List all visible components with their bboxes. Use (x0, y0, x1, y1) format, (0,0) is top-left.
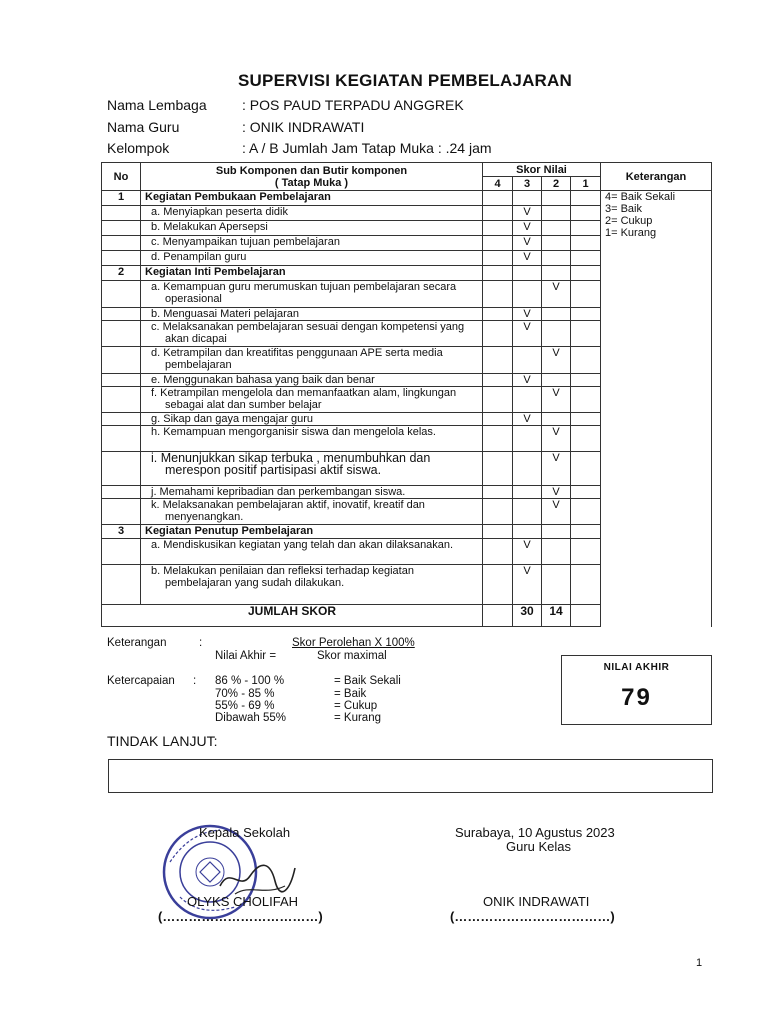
formula-colon: : (199, 637, 203, 649)
nilai-akhir-label: Nilai Akhir = (215, 650, 277, 662)
mark: V (513, 374, 542, 387)
mark: V (542, 486, 571, 499)
item-text: h. Kemampuan mengorganisir siswa dan mengelola kelas. (151, 426, 436, 438)
section-no: 1 (102, 191, 141, 206)
mark: V (513, 413, 542, 426)
col-sub-subtitle: ( Tatap Muka ) (274, 176, 349, 189)
tindak-lanjut-box[interactable] (108, 759, 713, 793)
nilai-akhir-value: 79 (621, 684, 652, 711)
jumlah-skor-label: JUMLAH SKOR (102, 605, 483, 627)
score-col-2: 2 (542, 177, 571, 191)
guru-value: : ONIK INDRAWATI (242, 119, 365, 135)
mark: V (513, 308, 542, 321)
item-text: i. Menunjukkan sikap terbuka , menumbuhkan dan merespon positif partisipasi aktif siswa. (151, 451, 431, 477)
mark: V (513, 251, 542, 266)
mark: V (513, 206, 542, 221)
formula-denominator: Skor maximal (317, 650, 387, 662)
place-date: Surabaya, 10 Agustus 2023 (455, 825, 615, 840)
kelompok-value: : A / B Jumlah Jam Tatap Muka : .24 jam (242, 140, 492, 156)
item-text: a. Mendiskusikan kegiatan yang telah dan akan dilaksanakan. (151, 539, 454, 551)
item-text: d. Penampilan guru (151, 251, 247, 263)
col-ket-header: Keterangan (601, 163, 712, 191)
score-col-3: 3 (513, 177, 542, 191)
item-text: d. Ketrampilan dan kreatifitas penggunaan APE serta media pembelajaran (151, 347, 443, 371)
col-sub-header (141, 163, 483, 191)
guru-kelas-name: ONIK INDRAWATI (483, 894, 590, 909)
formula-numerator: Skor Perolehan X 100% (292, 637, 415, 649)
item-text: g. Sikap dan gaya mengajar guru (151, 413, 314, 425)
section-no: 3 (102, 525, 141, 539)
mark: V (513, 565, 542, 605)
section-title: Kegiatan Penutup Pembelajaran (141, 525, 483, 539)
left-dots: (………………………………) (158, 909, 323, 924)
mark: V (542, 387, 571, 413)
mark: V (542, 499, 571, 525)
result: = Baik (334, 688, 367, 700)
legend-4: 4= Baik Sekali (605, 191, 676, 203)
col-no-header: No (102, 163, 141, 191)
item-text: k. Melaksanakan pembelajaran aktif, inovatif, kreatif dan menyenangkan. (151, 499, 425, 523)
jumlah-skor-2: 14 (542, 605, 571, 627)
score-col-1: 1 (571, 177, 601, 191)
result: = Baik Sekali (334, 675, 401, 687)
mark: V (542, 347, 571, 374)
jumlah-skor-3: 30 (513, 605, 542, 627)
mark: V (542, 426, 571, 452)
tindak-lanjut-label: TINDAK LANJUT: (107, 733, 218, 749)
page-number: 1 (696, 957, 703, 969)
range: Dibawah 55% (215, 712, 286, 724)
col-sub-title: Sub Komponen dan Butir komponen (215, 164, 408, 177)
nilai-akhir-box (561, 655, 712, 725)
keterangan-legend (601, 191, 712, 627)
kepala-sekolah-name: OLYKS CHOLIFAH (187, 894, 299, 909)
guru-kelas-title: Guru Kelas (506, 839, 572, 854)
ketercapaian-colon: : (193, 675, 197, 687)
range: 70% - 85 % (215, 688, 275, 700)
lembaga-value: : POS PAUD TERPADU ANGGREK (242, 97, 464, 113)
mark: V (513, 321, 542, 347)
legend-2: 2= Cukup (605, 215, 653, 227)
item-text: b. Melakukan Apersepsi (151, 221, 268, 233)
section-title: Kegiatan Pembukaan Pembelajaran (141, 191, 483, 206)
formula-label: Keterangan (107, 637, 167, 649)
guru-label: Nama Guru (107, 119, 180, 135)
range: 55% - 69 % (215, 700, 275, 712)
item-text: e. Menggunakan bahasa yang baik dan benar (151, 374, 375, 386)
mark: V (542, 452, 571, 486)
mark: V (513, 221, 542, 236)
legend-3: 3= Baik (605, 203, 642, 215)
right-dots: (………………………………) (450, 909, 615, 924)
result: = Cukup (334, 700, 378, 712)
item-text: f. Ketrampilan mengelola dan memanfaatkan alam, lingkungan sebagai alat dan sumber belajar (151, 387, 457, 411)
col-skor-header: Skor Nilai (483, 163, 601, 177)
item-text: b. Melakukan penilaian dan refleksi terhadap kegiatan pembelajaran yang sudah dilakukan. (151, 565, 414, 589)
mark: V (513, 236, 542, 251)
kelompok-label: Kelompok (107, 140, 170, 156)
nilai-akhir-title: NILAI AKHIR (603, 662, 670, 673)
item-text: c. Menyampaikan tujuan pembelajaran (151, 236, 340, 248)
mark: V (542, 281, 571, 308)
result: = Kurang (334, 712, 381, 724)
legend-1: 1= Kurang (605, 227, 657, 239)
item-text: a. Kemampuan guru merumuskan tujuan pembelajaran secara operasional (151, 281, 457, 305)
supervision-table (101, 162, 712, 627)
range: 86 % - 100 % (215, 675, 285, 687)
item-text: j. Memahami kepribadian dan perkembangan siswa. (151, 486, 406, 498)
section-title: Kegiatan Inti Pembelajaran (141, 266, 483, 281)
section-no: 2 (102, 266, 141, 281)
ketercapaian-label: Ketercapaian (107, 675, 175, 687)
mark: V (513, 539, 542, 565)
item-text: a. Menyiapkan peserta didik (151, 206, 288, 218)
lembaga-label: Nama Lembaga (107, 97, 207, 113)
kepala-sekolah-title: Kepala Sekolah (199, 825, 291, 840)
page-title: SUPERVISI KEGIATAN PEMBELAJARAN (238, 71, 572, 90)
signature-icon (215, 856, 300, 898)
score-col-4: 4 (483, 177, 513, 191)
item-text: c. Melaksanakan pembelajaran sesuai dengan kompetensi yang akan dicapai (151, 321, 465, 345)
item-text: b. Menguasai Materi pelajaran (151, 308, 299, 320)
